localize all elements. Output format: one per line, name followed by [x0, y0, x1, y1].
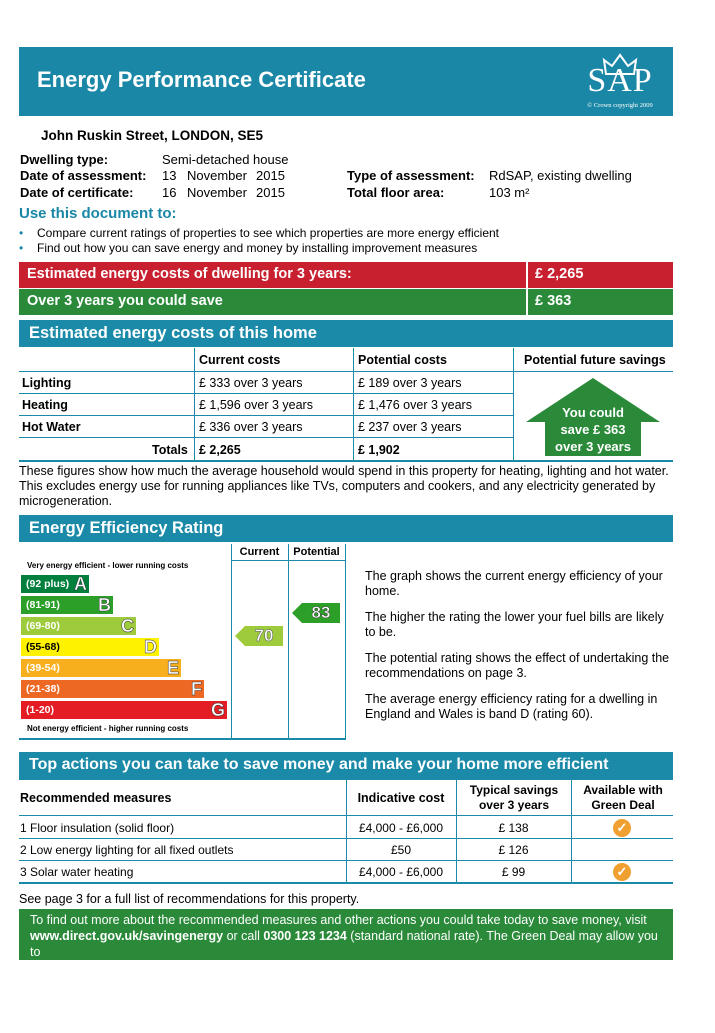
rating-band-g [21, 701, 227, 719]
costs-table [19, 348, 673, 462]
footer-text: make your home warmer and cheaper to run at no up-front cost. [30, 961, 385, 975]
measure-cost: £50 [390, 843, 412, 857]
divider [526, 262, 528, 288]
sap-copyright: © Crown copyright 2009 [587, 102, 653, 109]
measure-savings: £ 138 [498, 821, 529, 835]
sap-logo-text: SAP [587, 62, 653, 99]
cost-row-potential: £ 237 over 3 years [358, 420, 462, 434]
check-icon: ✓ [613, 863, 631, 881]
potential-rating-value: 83 [311, 603, 331, 622]
measure-cost: £4,000 - £6,000 [358, 865, 444, 879]
phone-number: 0300 123 1234 [263, 929, 347, 943]
rating-explanation [365, 569, 673, 722]
measure-savings: £ 99 [501, 865, 526, 879]
band-range: (69-80) [26, 620, 60, 632]
certificate-year: 2015 [256, 185, 285, 200]
rating-band-c [21, 617, 136, 635]
band-letter: D [144, 637, 157, 657]
cost-row-potential: £ 1,476 over 3 years [358, 398, 472, 412]
band-range: (21-38) [26, 683, 60, 695]
property-address: John Ruskin Street, LONDON, SE5 [41, 128, 264, 143]
assessment-date-label: Date of assessment: [20, 168, 147, 183]
assessment-type-value: RdSAP, existing dwelling [489, 168, 632, 183]
rating-band-d [21, 638, 159, 656]
footer-text: (standard national rate). The Green Deal may allow you to [30, 929, 658, 959]
cost-row-label: Lighting [22, 376, 72, 390]
costs-note: These figures show how much the average household would spend in this property for heating, lighting and hot water. This excludes energy use for running appliances like TVs, computers and cookers, and any electricity generated by microgeneration. [19, 464, 669, 508]
estimated-costs-label: Estimated energy costs of dwelling for 3 years: [27, 266, 352, 282]
estimated-costs-value: £ 2,265 [535, 266, 584, 282]
future-savings-header: Potential future savings [524, 353, 666, 367]
rating-paragraph: The graph shows the current energy efficiency of your home. [365, 569, 663, 598]
sap-logo [570, 52, 670, 112]
page-title: Energy Performance Certificate [37, 67, 366, 92]
use-document-bullet: Compare current ratings of properties to see which properties are more energy efficient [37, 226, 500, 240]
rating-band-e [21, 659, 181, 677]
band-range: (39-54) [26, 662, 60, 674]
potential-rating-arrow [292, 603, 340, 623]
green-deal-header: Available with Green Deal [583, 783, 663, 812]
measures-header: Recommended measures [20, 791, 172, 805]
assessment-day: 13 [162, 168, 177, 183]
savings-arrow-line: save £ 363 [560, 422, 626, 437]
current-rating-value: 70 [254, 626, 274, 645]
band-letter: B [98, 595, 111, 615]
certificate-month: November [187, 185, 247, 200]
header-banner [19, 47, 673, 116]
band-letter: A [74, 574, 87, 594]
rating-paragraph: The average energy efficiency rating for a dwelling in England and Wales is band D (rating 60). [365, 692, 658, 721]
rating-band-f [21, 680, 204, 698]
measure-savings: £ 126 [498, 843, 529, 857]
current-column-header: Current [239, 546, 280, 558]
cost-row-current: £ 333 over 3 years [199, 376, 303, 390]
band-range: (81-91) [26, 599, 60, 611]
dwelling-type-label: Dwelling type: [20, 152, 109, 167]
assessment-type-label: Type of assessment: [347, 168, 475, 183]
certificate-day: 16 [162, 185, 177, 200]
costs-section-heading [19, 320, 673, 347]
band-range: (1-20) [26, 704, 55, 716]
savings-arrow-text [524, 404, 662, 455]
cost-row-label: Hot Water [22, 420, 81, 434]
rating-section-heading-text: Energy Efficiency Rating [29, 519, 224, 537]
top-efficiency-note: Very energy efficient - lower running costs [27, 561, 189, 570]
certificate-date-label: Date of certificate: [20, 185, 134, 200]
totals-current: £ 2,265 [199, 443, 241, 457]
savings-value: £ 363 [535, 293, 572, 309]
cost-header: Indicative cost [357, 791, 445, 805]
potential-column-header: Potential [293, 546, 340, 558]
assessment-month: November [187, 168, 247, 183]
assessment-year: 2015 [256, 168, 285, 183]
footer-banner [19, 909, 673, 975]
savings-arrow-line: over 3 years [555, 439, 631, 454]
rating-band-a [21, 575, 89, 593]
current-rating-arrow [235, 626, 283, 646]
actions-table [19, 780, 673, 884]
measure-name: 3 Solar water heating [20, 865, 134, 879]
savings-bar [19, 289, 673, 315]
check-icon: ✓ [613, 819, 631, 837]
potential-costs-header: Potential costs [358, 353, 447, 367]
rating-band-b [21, 596, 113, 614]
measure-name: 2 Low energy lighting for all fixed outlets [20, 843, 234, 857]
band-letter: C [121, 616, 134, 636]
totals-potential: £ 1,902 [358, 443, 400, 457]
footer-text: or call [223, 929, 264, 943]
band-letter: G [210, 700, 225, 720]
measure-name: 1 Floor insulation (solid floor) [20, 821, 175, 835]
rating-paragraph: The potential rating shows the effect of undertaking the recommendations on page 3. [365, 651, 670, 680]
actions-section-heading [19, 752, 673, 780]
cost-row-current: £ 1,596 over 3 years [199, 398, 313, 412]
floor-area-value: 103 m² [489, 185, 530, 200]
bullet-icon: • [19, 241, 24, 255]
savings-arrow-line: You could [562, 405, 624, 420]
floor-area-label: Total floor area: [347, 185, 445, 200]
savings-label: Over 3 years you could save [27, 293, 223, 309]
measure-cost: £4,000 - £6,000 [358, 821, 444, 835]
savings-header: Typical savings over 3 years [469, 783, 559, 812]
cost-row-current: £ 336 over 3 years [199, 420, 303, 434]
use-document-bullet: Find out how you can save energy and money by installing improvement measures [37, 241, 478, 255]
current-costs-header: Current costs [199, 353, 281, 367]
bullet-icon: • [19, 226, 24, 240]
rating-section-heading [19, 515, 673, 542]
rating-paragraph: The higher the rating the lower your fuel bills are likely to be. [365, 610, 664, 639]
divider [526, 289, 528, 315]
band-range: (55-68) [26, 641, 60, 653]
rating-chart [19, 544, 347, 740]
band-letter: F [191, 679, 202, 699]
band-letter: E [166, 658, 179, 678]
rating-bands [19, 575, 231, 725]
cost-row-potential: £ 189 over 3 years [358, 376, 462, 390]
footer-text: To find out more about the recommended measures and other actions you could take today to save money, visit [30, 913, 647, 927]
costs-section-heading-text: Estimated energy costs of this home [29, 324, 317, 342]
actions-footnote: See page 3 for a full list of recommendations for this property. [19, 892, 360, 906]
band-range: (92 plus) [26, 578, 70, 590]
use-document-heading: Use this document to: [19, 205, 177, 222]
cost-row-label: Heating [22, 398, 68, 412]
savings-website-link[interactable]: www.direct.gov.uk/savingenergy [30, 929, 224, 943]
estimated-costs-bar [19, 262, 673, 288]
bottom-efficiency-note: Not energy efficient - higher running costs [27, 724, 189, 733]
dwelling-type-value: Semi-detached house [162, 152, 289, 167]
totals-label: Totals [152, 443, 188, 457]
actions-section-heading-text: Top actions you can take to save money and make your home more efficient [29, 756, 609, 773]
